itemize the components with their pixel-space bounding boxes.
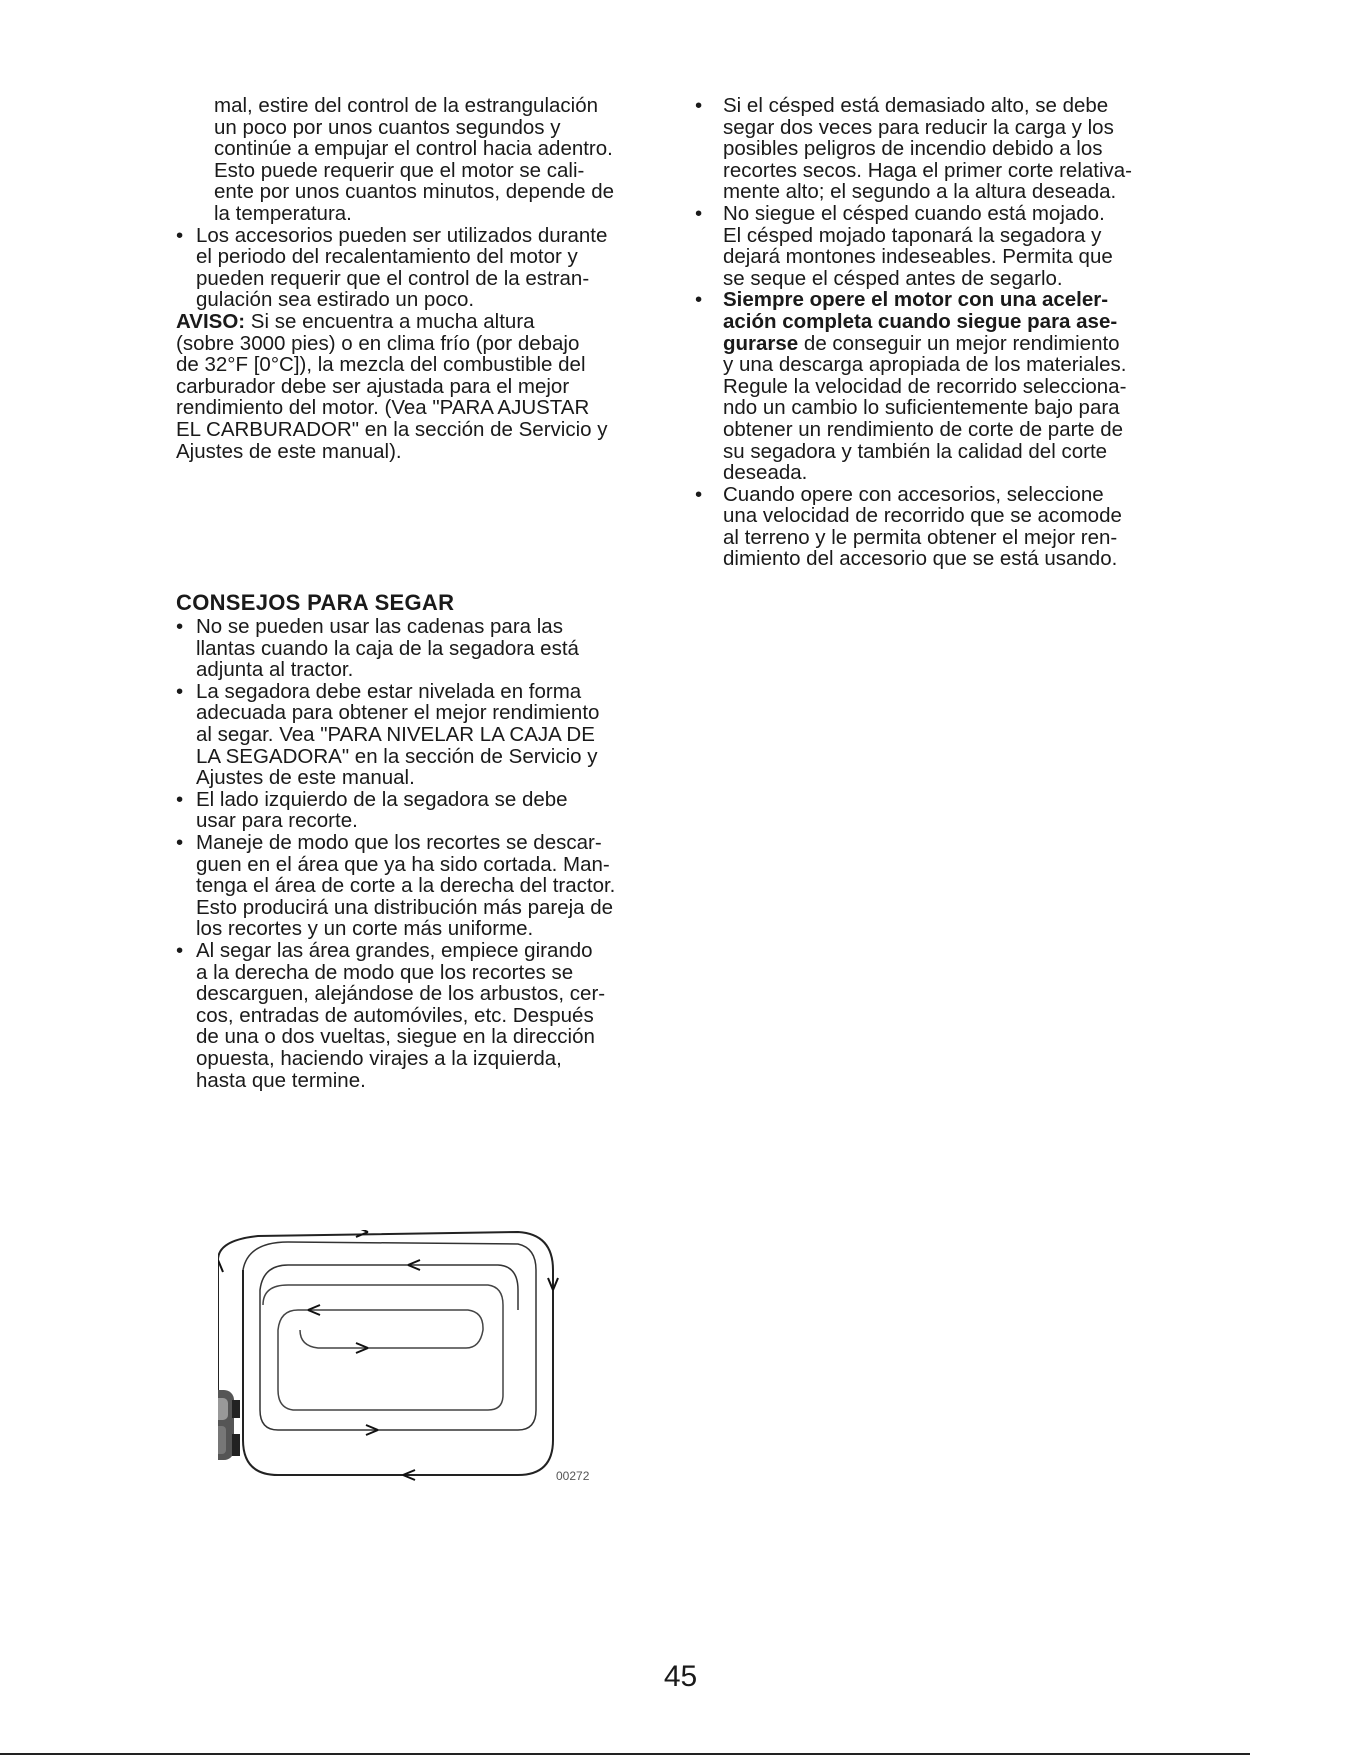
right-column — [695, 95, 1195, 570]
intro-line: ente por unos cuantos minutos, depende de — [214, 180, 615, 204]
page-number: 45 — [663, 1660, 698, 1693]
tip-item — [176, 789, 666, 832]
tip-line: adecuada para obtener el mejor rendimiento — [196, 701, 600, 725]
tip-line: deseada. — [723, 461, 808, 485]
tip-item — [176, 832, 666, 940]
tip-line: su segadora y también la calidad del corte — [723, 439, 1108, 463]
tip-line: Si el césped está demasiado alto, se debe — [723, 94, 1109, 117]
aviso-paragraph — [176, 311, 666, 462]
aviso-line: Ajustes de este manual). — [176, 439, 402, 463]
bullet-line: gulación sea estirado un poco. — [196, 288, 475, 312]
intro-line: continúe a empujar el control hacia adentro. — [214, 137, 613, 161]
bullet-icon: • — [695, 288, 703, 312]
intro-paragraph — [176, 95, 666, 225]
bullet-line: el periodo del recalentamiento del motor y — [196, 245, 578, 269]
tip-line: cos, entradas de automóviles, etc. Después — [196, 1003, 594, 1027]
bottom-rule — [0, 1753, 1250, 1755]
third-path — [263, 1285, 503, 1410]
bullet-icon: • — [695, 201, 703, 225]
bullet-line: pueden requerir que el control de la estran- — [196, 266, 590, 290]
mowing-pattern-figure — [218, 1230, 658, 1490]
tip-line: adjunta al tractor. — [196, 658, 354, 682]
section-heading: CONSEJOS PARA SEGAR — [176, 590, 455, 616]
tip-line: usar para recorte. — [196, 809, 358, 833]
second-path — [243, 1242, 536, 1430]
tip-line: ndo un cambio lo suficientemente bajo para — [723, 396, 1120, 420]
tip-line: Ajustes de este manual. — [196, 766, 415, 790]
bullet-icon: • — [695, 94, 703, 117]
tip-line: al segar. Vea "PARA NIVELAR LA CAJA DE — [196, 723, 595, 747]
intro-line: un poco por unos cuantos segundos y — [214, 115, 561, 139]
tip-item — [695, 203, 1195, 289]
tip-line: No se pueden usar las cadenas para las — [196, 615, 563, 639]
tip-line: segar dos veces para reducir la carga y los — [723, 115, 1114, 139]
accessory-bullet — [176, 225, 666, 311]
tip-line: Al segar las área grandes, empiece girando — [196, 939, 593, 962]
tip-line-bold: ación completa cuando siegue para ase- — [723, 309, 1118, 333]
bullet-icon: • — [176, 223, 184, 247]
aviso-line: (sobre 3000 pies) o en clima frío (por debajo — [176, 331, 580, 355]
intro-line: Esto puede requerir que el motor se cali- — [214, 158, 585, 182]
tip-item-bold — [695, 289, 1195, 483]
aviso-line: carburador debe ser ajustada para el mejor — [176, 374, 570, 398]
tip-line: dimiento del accesorio que se está usando. — [723, 547, 1118, 571]
tip-line: hasta que termine. — [196, 1068, 366, 1092]
tip-item — [176, 940, 666, 1091]
intro-line: mal, estire del control de la estrangulación — [214, 94, 599, 117]
intro-line: la temperatura. — [214, 201, 352, 225]
tip-line: descarguen, alejándose de los arbustos, cer- — [196, 982, 606, 1006]
aviso-line: EL CARBURADOR" en la sección de Servicio y — [176, 417, 608, 441]
aviso-line: de 32°F [0°C]), la mezcla del combustible del — [176, 353, 586, 377]
tip-line: llantas cuando la caja de la segadora está — [196, 636, 579, 660]
figure-code: 00272 — [556, 1469, 590, 1483]
tip-line: una velocidad de recorrido que se acomode — [723, 504, 1122, 528]
tip-line: Regule la velocidad de recorrido selecciona- — [723, 374, 1127, 398]
tips-list — [176, 616, 666, 1091]
left-column — [176, 95, 666, 1091]
aviso-text: Si se encuentra a mucha altura — [245, 309, 535, 333]
tip-line: Esto producirá una distribución más pareja de — [196, 895, 614, 919]
tip-line: opuesta, haciendo virajes a la izquierda, — [196, 1046, 562, 1070]
tip-line: se seque el césped antes de segarlo. — [723, 266, 1063, 290]
bullet-icon: • — [176, 939, 184, 962]
tip-item — [176, 681, 666, 789]
tip-line: obtener un rendimiento de corte de parte de — [723, 417, 1124, 441]
tip-item — [176, 616, 666, 681]
tip-line: posibles peligros de incendio debido a los — [723, 137, 1103, 161]
tip-text-bold: gurarse — [723, 331, 799, 355]
tip-line: y una descarga apropiada de los materiales. — [723, 353, 1127, 377]
tip-line: tenga el área de corte a la derecha del tractor. — [196, 874, 616, 898]
mowing-pattern-diagram — [218, 1230, 658, 1490]
bullet-line: Los accesorios pueden ser utilizados durante — [196, 223, 608, 247]
aviso-label: AVISO: — [176, 309, 246, 333]
tractor-icon — [218, 1390, 240, 1460]
tip-line: Cuando opere con accesorios, seleccione — [723, 482, 1104, 506]
tip-line: El césped mojado taponará la segadora y — [723, 223, 1102, 247]
aviso-line: rendimiento del motor. (Vea "PARA AJUSTAR — [176, 396, 590, 420]
tip-item — [695, 484, 1195, 570]
tip-line: los recortes y un corte más uniforme. — [196, 917, 534, 941]
tip-line: al terreno y le permita obtener el mejor ren- — [723, 525, 1118, 549]
bullet-icon: • — [695, 482, 703, 506]
tip-line: La segadora debe estar nivelada en forma — [196, 679, 582, 703]
tip-line: Maneje de modo que los recortes se descar- — [196, 831, 602, 855]
tip-line: dejará montones indeseables. Permita que — [723, 245, 1113, 269]
tip-line: No siegue el césped cuando está mojado. — [723, 201, 1105, 225]
tip-line: de una o dos vueltas, siegue en la dirección — [196, 1025, 595, 1049]
tip-line: El lado izquierdo de la segadora se debe — [196, 787, 568, 811]
tip-line: a la derecha de modo que los recortes se — [196, 960, 574, 984]
tip-item — [695, 95, 1195, 203]
bullet-icon: • — [176, 831, 184, 855]
tip-line-bold: Siempre opere el motor con una aceler- — [723, 288, 1109, 312]
tip-line: guen en el área que ya ha sido cortada. Man- — [196, 852, 610, 876]
tip-text: de conseguir un mejor rendimiento — [798, 331, 1120, 355]
tip-line: recortes secos. Haga el primer corte relativa- — [723, 158, 1133, 182]
bullet-icon: • — [176, 679, 184, 703]
tip-line: LA SEGADORA" en la sección de Servicio y — [196, 744, 598, 768]
bullet-icon: • — [176, 787, 184, 811]
tip-line: mente alto; el segundo a la altura deseada. — [723, 180, 1117, 204]
bullet-icon: • — [176, 615, 184, 639]
